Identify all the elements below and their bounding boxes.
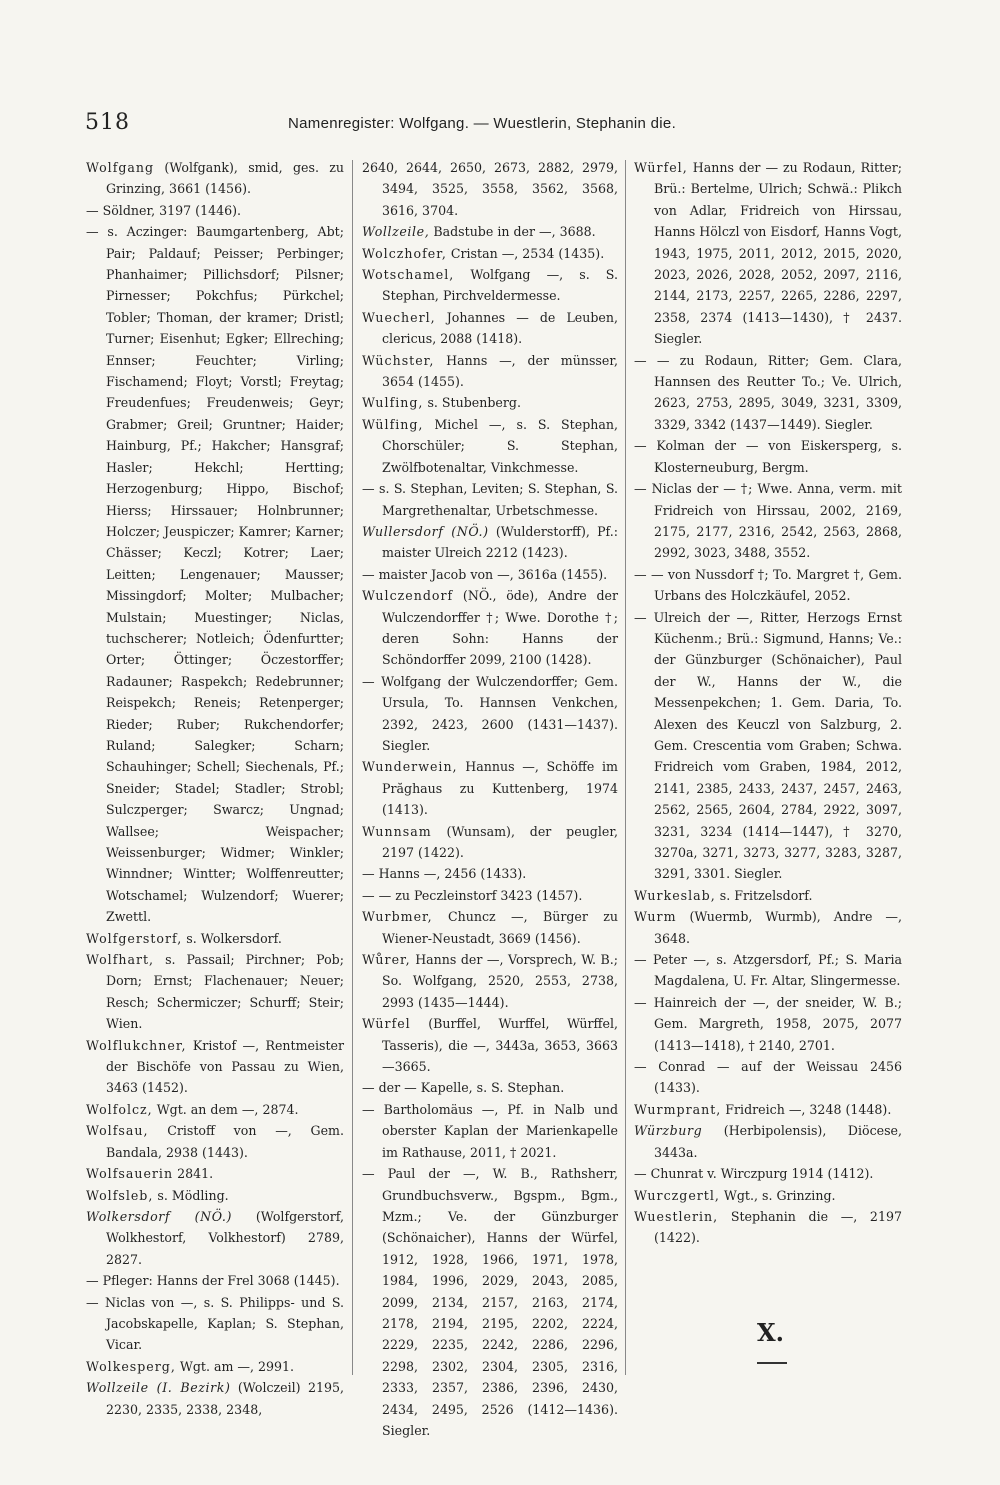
entry-headword: Würfel, <box>634 160 688 175</box>
entry-text: — maister Jacob von —, 3616a (1455). <box>362 566 608 582</box>
index-entry <box>634 992 902 1056</box>
entry-text: 2841. <box>177 1166 214 1182</box>
index-entry <box>634 350 902 436</box>
index-entry <box>634 607 902 885</box>
entry-text: — Peter —, s. Atzgersdorf, Pf.; S. Maria Magdalena, U. Fr. Altar, Slingermesse. <box>634 952 902 989</box>
running-head: Namenregister: Wolfgang. — Wuestlerin, Stephanin die. <box>288 115 677 132</box>
index-entry <box>362 1163 618 1441</box>
index-entry <box>634 906 902 949</box>
column-divider <box>625 160 626 1375</box>
entry-headword: Wolfsauerin <box>86 1166 174 1182</box>
index-entry <box>86 221 344 927</box>
section-rule <box>757 1362 787 1364</box>
entry-text: Chuncz —, Bürger zu Wiener-Neustadt, 3669 (1456). <box>382 909 618 946</box>
index-entry <box>362 756 618 820</box>
entry-headword: Wolczhofer, <box>362 245 447 261</box>
index-entry <box>634 1185 902 1206</box>
index-entry <box>634 1120 902 1163</box>
entry-headword: Wotschamel, <box>362 267 455 283</box>
entry-text: Hanns —, der münsser, 3654 (1455). <box>382 352 618 390</box>
entry-text: — Ulreich der —, Ritter, Herzogs Ernst Küchenm.; Brü.: Sigmund, Hanns; Ve.: der Günzburger (Schönaicher), Paul der W., Hanns der W., die Messenpekchen; 1. Gem. Daria, To. Alexen des Keuczl von Salzburg, 2. Gem. Crescentia vom Graben; Schwa. Fridreich vom Graben, 1984, 2012, 2141, 2385, 2433, 2437, 2457, 2463, 2562, 2565, 2604, 2784, 2922, 3097, 3231, 3234 (1414—1447), † 3270, 3270a, 3271, 3273, 3277, 3283, 3287, 3291, 3301. Siegler. <box>634 609 902 882</box>
index-entry <box>362 521 618 564</box>
index-entry <box>362 564 618 585</box>
index-entry <box>362 863 618 884</box>
entry-headword: Wurczgertl, <box>634 1187 720 1203</box>
entry-headword: Wůrer, <box>362 952 411 968</box>
entry-headword: Wullersdorf (NÖ.) <box>362 523 489 539</box>
index-entry <box>362 821 618 864</box>
entry-text: — Bartholomäus —, Pf. in Nalb und oberster Kaplan der Marienkapelle im Rathause, 2011, † 2021. <box>362 1101 618 1160</box>
index-entry <box>634 949 902 992</box>
entry-text: — — von Nussdorf †; To. Margret †, Gem. Urbans des Holczkäufel, 2052. <box>634 566 902 604</box>
entry-headword: Wolflukchner, <box>86 1037 187 1053</box>
entry-text: s. Stubenberg. <box>427 395 521 411</box>
entry-text: — — zu Peczleinstorf 3423 (1457). <box>362 887 583 903</box>
entry-text: (Herbipolensis), Diöcese, 3443a. <box>654 1123 902 1160</box>
page-number: 518 <box>85 110 130 135</box>
index-entry <box>634 885 902 906</box>
entry-text: — s. Aczinger: Baumgartenberg, Abt; Pair; Paldauf; Peisser; Perbinger; Phanhaimer; Pillichsdorf; Pilsner; Pirnesser; Pokchfus; Pürkchel; Tobler; Thoman, der kramer; Dristl; Turner; Eisenhut; Egker; Ellreching; Ennser; Feuchter; Virling; Fischamend; Floyt; Vorstl; Freytag; Freudenfues; Freudenweis; Geyr; Grabmer; Greil; Gruntner; Haider; Hainburg, Pf.; Hakcher; Hansgraf; Hasler; Hekchl; Hertting; Herzogenburg; Hippo, Bischof; Hierss; Hirssauer; Holnbrunner; Holczer; Jeuspiczer; Kamrer; Karner; Chässer; Keczl; Kotrer; Laer; Leitten; Lengenauer; Mausser; Missingdorf; Molter; Mulbacher; Mulstain; Muestinger; Niclas, tuchscherer; Notleich; Ödenfurtter; Orter; Öttinger; Öczestorffer; Radauner; Raspekch; Redebrunner; Reispekch; Reneis; Retenperger; Rieder; Ruber; Rukchendorfer; Ruland; Salegker; Scharn; Schauhinger; Schell; Siechenals, Pf.; Sneider; Stadel; Stadler; Strobl; Sulczperger; Swarcz; Ungnad; Wallsee; Weispacher; Weissenburger; Widmer; Winkler; Winndner; Wintter; Wolffenreutter; Wotschamel; Wulzendorf; Wuerer; Zwettl. <box>86 224 344 925</box>
index-entry <box>362 671 618 757</box>
index-entry <box>634 1206 902 1249</box>
entry-text: Fridreich —, 3248 (1448). <box>725 1101 892 1117</box>
index-entry <box>362 264 618 307</box>
entry-headword: Würfel <box>362 1016 411 1032</box>
entry-text: Kristof —, Rentmeister der Bischöfe von Passau zu Wien, 3463 (1452). <box>106 1037 344 1096</box>
entry-headword: Wolfolcz, <box>86 1101 153 1117</box>
index-column-2 <box>362 157 618 1441</box>
entry-text: Wolfgang —, s. S. Stephan, Pirchveldermesse. <box>382 267 618 304</box>
index-entry <box>634 564 902 607</box>
index-entry <box>86 1270 344 1291</box>
entry-text: Cristan —, 2534 (1435). <box>450 245 605 261</box>
entry-text: — Hainreich der —, der sneider, W. B.; Gem. Margreth, 1958, 2075, 2077 (1413—1418), † 2140, 2701. <box>634 994 902 1053</box>
entry-text: Wgt. am —, 2991. <box>179 1358 295 1374</box>
index-entry <box>86 200 344 221</box>
index-entry <box>86 949 344 1035</box>
index-entry <box>362 885 618 906</box>
entry-headword: Wolfsleb, <box>86 1187 154 1203</box>
index-entry <box>86 157 344 200</box>
index-entry <box>362 392 618 413</box>
entry-text: (Wuermb, Wurmb), Andre —, 3648. <box>654 909 902 946</box>
entry-text: — Hanns —, 2456 (1433). <box>362 866 527 882</box>
index-entry <box>86 1120 344 1163</box>
entry-text: Badstube in der —, 3688. <box>433 224 596 240</box>
index-entry <box>362 414 618 478</box>
index-entry <box>86 1292 344 1356</box>
entry-headword: Wüchster, <box>362 352 435 368</box>
index-entry <box>362 243 618 264</box>
column-divider <box>352 160 353 1375</box>
entry-headword: Wunderwein, <box>362 759 458 775</box>
entry-text: (Burffel, Wurffel, Würffel, Tasseris), die —, 3443a, 3653, 3663—3665. <box>382 1016 618 1075</box>
entry-headword: Wolkersdorf (NÖ.) <box>86 1208 233 1224</box>
entry-headword: Wollzeile, <box>362 224 430 240</box>
index-entry <box>362 478 618 521</box>
entry-headword: Wuestlerin, <box>634 1208 719 1224</box>
index-column-3 <box>634 157 902 1249</box>
entry-text: Wgt., s. Grinzing. <box>723 1187 836 1203</box>
entry-headword: Wolfgerstorf, <box>86 930 183 946</box>
entry-text: (NÖ., öde), Andre der Wulczendorffer †; Wwe. Dorothe †; deren Sohn: Hanns der Schöndorffer 2099, 2100 (1428). <box>382 588 618 668</box>
index-entry <box>362 949 618 1013</box>
entry-headword: Wurbmer, <box>362 909 433 925</box>
entry-text: Hanns der —, Vorsprech, W. B.; So. Wolfgang, 2520, 2553, 2738, 2993 (1435—1444). <box>382 952 618 1010</box>
entry-text: Wgt. an dem —, 2874. <box>156 1101 299 1117</box>
section-letter: X. <box>757 1318 784 1347</box>
entry-headword: Wolfgang <box>86 160 155 175</box>
entry-text: — Pfleger: Hanns der Frel 3068 (1445). <box>86 1273 340 1289</box>
entry-text: Hanns der — zu Rodaun, Ritter; Brü.: Bertelme, Ulrich; Schwä.: Plikch von Adlar, Fridreich von Hirssau, Hanns Hölczl von Eisdorf, Hanns Vogt, 1943, 1975, 2011, 2012, 2015, 2020, 2023, 2026, 2028, 2052, 2097, 2116, 2144, 2173, 2257, 2265, 2286, 2297, 2358, 2374 (1413—1430), † 2437. Siegler. <box>654 160 902 347</box>
entry-headword: Wolfsau, <box>86 1123 149 1139</box>
entry-text: (Wolczeil) 2195, 2230, 2335, 2338, 2348, <box>106 1380 344 1417</box>
entry-headword: Wolkesperg, <box>86 1358 176 1374</box>
index-entry <box>362 157 618 221</box>
index-entry <box>362 1013 618 1077</box>
entry-headword: Wolfhart, <box>86 952 155 968</box>
index-entry <box>634 1056 902 1099</box>
entry-text: — Niclas der — †; Wwe. Anna, verm. mit Fridreich von Hirssau, 2002, 2169, 2175, 2177, 2316, 2542, 2563, 2868, 2992, 3023, 3488, 3552. <box>634 481 902 561</box>
entry-text: Hannus —, Schöffe im Prăghaus zu Kuttenberg, 1974 (1413). <box>382 759 618 818</box>
entry-text: — der — Kapelle, s. S. Stephan. <box>362 1080 565 1096</box>
index-entry <box>362 906 618 949</box>
entry-headword: Wurmprant, <box>634 1101 722 1117</box>
index-entry <box>86 1035 344 1099</box>
entry-text: — Conrad — auf der Weissau 2456 (1433). <box>634 1059 902 1096</box>
index-entry <box>86 1377 344 1420</box>
entry-headword: Wurkeslab, <box>634 887 716 903</box>
index-column-1 <box>86 157 344 1420</box>
index-entry <box>362 350 618 393</box>
entry-text: — Kolman der — von Eiskersperg, s. Klosterneuburg, Bergm. <box>634 438 902 475</box>
entry-text: — Paul der —, W. B., Rathsherr, Grundbuchsverw., Bgspm., Bgm., Mzm.; Ve. der Günzburger (Schönaicher), Hanns der Würfel, 1912, 1928, 1966, 1971, 1978, 1984, 1996, 2029, 2043, 2085, 2099, 2134, 2157, 2163, 2174, 2178, 2194, 2195, 2202, 2224, 2229, 2235, 2242, 2286, 2296, 2298, 2302, 2304, 2305, 2316, 2333, 2357, 2386, 2396, 2430, 2434, 2495, 2526 (1412—1436). Siegler. <box>362 1166 618 1438</box>
entry-text: s. Fritzelsdorf. <box>719 887 813 903</box>
entry-headword: Wuecherl, <box>362 309 436 325</box>
entry-headword: Wülfing, <box>362 416 424 432</box>
entry-text: — Chunrat v. Wirczpurg 1914 (1412). <box>634 1166 874 1182</box>
index-entry <box>634 1099 902 1120</box>
entry-text: — Niclas von —, s. S. Philipps- und S. Jacobskapelle, Kaplan; S. Stephan, Vicar. <box>86 1294 344 1353</box>
index-entry <box>86 928 344 949</box>
entry-text: (Wolfgerstorf, Wolkhestorf, Volkhestorf) 2789, 2827. <box>106 1208 344 1267</box>
index-entry <box>634 435 902 478</box>
index-entry <box>86 1206 344 1270</box>
index-entry <box>362 1077 618 1098</box>
entry-text: — Wolfgang der Wulczendorffer; Gem. Ursula, To. Hannsen Venkchen, 2392, 2423, 2600 (1431—1437). Siegler. <box>362 673 618 753</box>
entry-headword: Wulczendorf <box>362 588 454 604</box>
entry-text: 2640, 2644, 2650, 2673, 2882, 2979, 3494, 3525, 3558, 3562, 3568, 3616, 3704. <box>362 160 618 218</box>
entry-headword: Würzburg <box>634 1123 703 1139</box>
index-entry <box>86 1163 344 1184</box>
entry-text: Stephanin die —, 2197 (1422). <box>654 1208 902 1246</box>
entry-text: Johannes — de Leuben, clericus, 2088 (1418). <box>382 309 618 347</box>
entry-text: Cristoff von —, Gem. Bandala, 2938 (1443). <box>106 1123 344 1160</box>
index-entry <box>634 157 902 350</box>
entry-text: s. Passail; Pirchner; Pob; Dorn; Ernst; Flachenauer; Neuer; Resch; Schermiczer; Schurff; Steir; Wien. <box>106 952 344 1032</box>
entry-text: (Wulderstorff), Pf.: maister Ulreich 2212 (1423). <box>382 523 618 561</box>
entry-text: — Söldner, 3197 (1446). <box>86 202 242 218</box>
index-entry <box>86 1185 344 1206</box>
index-entry <box>362 221 618 242</box>
index-entry <box>86 1099 344 1120</box>
entry-headword: Wunnsam <box>362 823 432 839</box>
entry-headword: Wollzeile (I. Bezirk) <box>86 1380 231 1396</box>
index-entry <box>362 307 618 350</box>
entry-text: — s. S. Stephan, Leviten; S. Stephan, S. Margrethenaltar, Urbetschmesse. <box>362 481 618 518</box>
entry-text: s. Wolkersdorf. <box>186 930 282 946</box>
index-entry <box>634 1163 902 1184</box>
entry-headword: Wurm <box>634 909 677 925</box>
entry-text: Michel —, s. S. Stephan, Chorschüler; S. Stephan, Zwölfbotenaltar, Vinkchmesse. <box>382 416 618 475</box>
index-entry <box>634 478 902 564</box>
entry-text: (Wolfgank), smid, ges. zu Grinzing, 3661 (1456). <box>106 160 344 197</box>
index-entry <box>362 585 618 671</box>
entry-text: (Wunsam), der peugler, 2197 (1422). <box>382 823 618 860</box>
entry-text: s. Mödling. <box>157 1187 229 1203</box>
entry-headword: Wulfing, <box>362 395 424 411</box>
index-entry <box>86 1356 344 1377</box>
entry-text: — — zu Rodaun, Ritter; Gem. Clara, Hannsen des Reutter To.; Ve. Ulrich, 2623, 2753, 2895, 3049, 3231, 3309, 3329, 3342 (1437—1449). Siegler. <box>634 352 902 432</box>
index-entry <box>362 1099 618 1163</box>
